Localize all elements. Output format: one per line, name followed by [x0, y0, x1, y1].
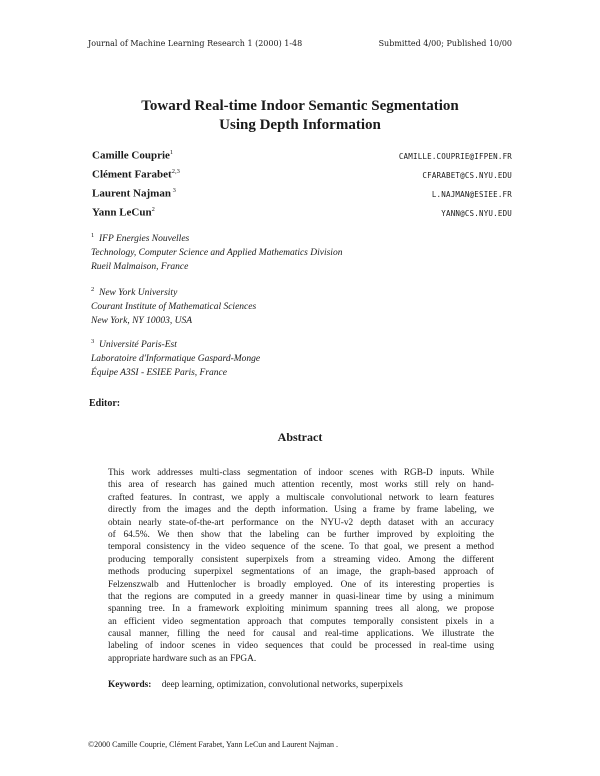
title-line-1: Toward Real-time Indoor Semantic Segmentation	[141, 98, 459, 114]
affiliation-number: 2	[91, 286, 95, 293]
abstract-line: spanning tree. In a framework exploiting minimum spanning trees all along, we propose	[108, 604, 494, 615]
abstract-line: Felzenszwalb and Huttenlocher is broadly employed. One of its interesting properties is	[108, 579, 494, 590]
author-affil-marker: 2	[151, 206, 155, 213]
abstract-line: producing temporally consistent superpixels from a streaming video. Among the different	[108, 554, 494, 565]
abstract-line: appropriate hardware such as an FPGA.	[108, 653, 257, 664]
abstract-line: obtain nearly state-of-the-art performance on the NYU-v2 depth dataset with an accuracy	[108, 517, 494, 528]
author-affil-marker: 3	[170, 187, 176, 194]
abstract-line: labeling of indoor scenes in video sequences that could be processed in real-time using	[108, 641, 494, 652]
abstract-line: causal manner, filling the need for causal and real-time applications. We illustrate the	[108, 629, 494, 640]
keywords	[108, 680, 403, 690]
author-row	[92, 187, 512, 206]
author-email: YANN@CS.NYU.EDU	[441, 208, 512, 218]
author-row	[92, 168, 512, 187]
abstract-line: methods producing superpixel segmentations of an image, the graph-based approach of	[108, 567, 494, 578]
abstract-line: crafted features. In contrast, we apply a multiscale convolutional network to learn features	[108, 492, 494, 503]
abstract-line: that the regions are computed in a greedy manner in quasi-linear time by using a minimum	[108, 591, 494, 602]
abstract-line: this area of research has gained much attention recently, most works still rely on hand-	[108, 480, 494, 491]
author-affil-marker: 2,3	[171, 168, 180, 175]
author-row	[92, 149, 512, 168]
affiliation-number: 1	[91, 232, 95, 239]
author-name: Laurent Najman $^3$	[92, 187, 176, 200]
abstract-line: temporal consistency in the video sequence of the scene. To that goal, we present a method	[108, 542, 494, 553]
author-email: CFARABET@CS.NYU.EDU	[422, 170, 512, 180]
author-list	[92, 149, 512, 225]
abstract-heading: Abstract	[277, 430, 323, 444]
paper-title	[0, 97, 600, 135]
abstract-line: an efficient video segmentation approach that computes temporally consistent pixels in a	[108, 616, 494, 627]
abstract-body	[108, 467, 494, 665]
author-name: Clément Farabet$^{2,3}$	[92, 168, 180, 181]
affiliation-2	[91, 283, 256, 328]
affiliation-line: IFP Energies Nouvelles	[99, 234, 190, 245]
author-email: L.NAJMAN@ESIEE.FR	[431, 189, 512, 199]
journal-citation: Journal of Machine Learning Research 1 (2000) 1-48	[88, 39, 303, 48]
author-name: Camille Couprie$^1$	[92, 149, 174, 162]
copyright-notice: ©2000 Camille Couprie, Clément Farabet, Yann LeCun and Laurent Najman .	[88, 740, 339, 749]
affiliation-line: New York, NY 10003, USA	[91, 316, 192, 327]
submission-dates: Submitted 4/00; Published 10/00	[378, 39, 512, 48]
affiliation-line: New York University	[99, 288, 178, 299]
affiliation-line: Courant Institute of Mathematical Sciences	[91, 302, 257, 313]
affiliation-3	[91, 335, 260, 380]
affiliation-line: Laboratoire d'Informatique Gaspard-Monge	[91, 354, 261, 365]
running-head	[88, 39, 512, 48]
affiliation-number: 3	[91, 338, 95, 345]
affiliation-line: Rueil Malmaison, France	[91, 262, 189, 273]
keywords-label: Keywords:	[108, 680, 152, 690]
title-line-2: Using Depth Information	[219, 117, 381, 133]
author-email: CAMILLE.COUPRIE@IFPEN.FR	[398, 151, 512, 161]
abstract-line: of 64.5%. We then show that the labeling can be further improved by exploiting the	[108, 529, 494, 540]
affiliation-1	[91, 229, 342, 274]
affiliation-line: Université Paris-Est	[99, 340, 177, 351]
editor-label: Editor:	[89, 398, 121, 409]
affiliation-line: Technology, Computer Science and Applied Mathematics Division	[91, 248, 343, 259]
author-row	[92, 206, 512, 225]
abstract-line: directly from the images and the depth information. Using a frame by frame labeling, we	[108, 505, 494, 516]
abstract-line: This work addresses multi-class segmentation of indoor scenes with RGB-D inputs. While	[108, 468, 494, 478]
keywords-text: deep learning, optimization, convolutional networks, superpixels	[161, 680, 403, 690]
author-name: Yann LeCun$^2$	[92, 206, 155, 219]
author-affil-marker: 1	[169, 149, 174, 156]
affiliation-line: Équipe A3SI - ESIEE Paris, France	[91, 368, 227, 379]
